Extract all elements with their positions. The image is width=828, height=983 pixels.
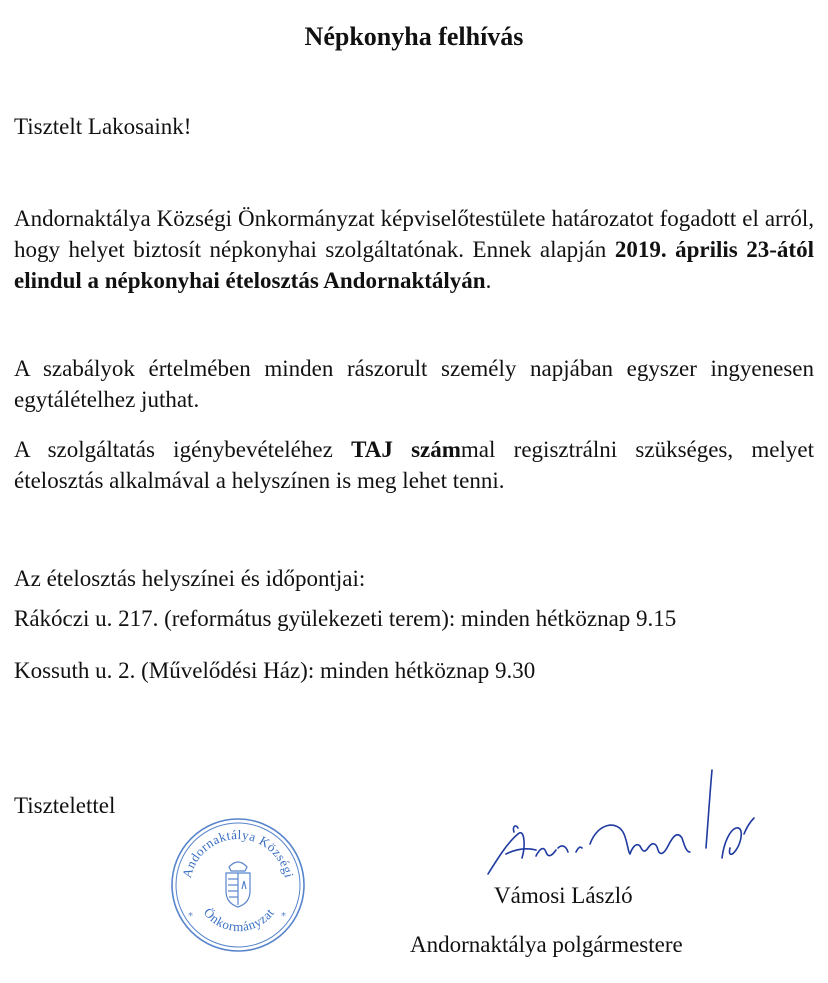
paragraph-registration-text: A szolgáltatás igénybevételéhez	[14, 437, 352, 462]
closing: Tisztelettel	[14, 793, 116, 818]
location-item: Rákóczi u. 217. (református gyülekezeti terem): minden hétköznap 9.15	[14, 606, 677, 631]
signature	[478, 762, 778, 882]
greeting: Tisztelt Lakosaink!	[14, 114, 192, 139]
coat-of-arms-icon	[226, 862, 250, 907]
paragraph-registration	[14, 434, 814, 496]
svg-text:*: *	[281, 911, 286, 922]
document-title: Népkonyha felhívás	[304, 22, 524, 51]
signer-title: Andornaktálya polgármestere	[410, 932, 683, 957]
signer-name: Vámosi László	[494, 883, 633, 908]
locations-heading: Az ételosztás helyszínei és időpontjai:	[14, 566, 366, 591]
paragraph-announcement-text: Andornaktálya Községi Önkormányzat képviselőtestülete határozatot fogadott el arról, hogy helyet biztosít népkonyhai szolgáltatónak. Ennek alapján	[14, 206, 814, 262]
official-stamp	[168, 815, 308, 955]
stamp-text-top-path: Andornaktálya Községi	[178, 826, 298, 880]
location-item: Kossuth u. 2. (Művelődési Ház): minden hétköznap 9.30	[14, 658, 536, 683]
paragraph-announcement	[14, 203, 814, 296]
stamp-text-bottom-path: Önkormányzat	[200, 904, 278, 935]
paragraph-announcement-bold: 2019. április 23-ától elindul a népkonyhai ételosztás Andornaktályán	[14, 237, 814, 293]
paragraph-registration-end: mal regisztrálni szükséges, melyet ételosztás alkalmával a helyszínen is meg lehet tenni.	[14, 437, 814, 493]
paragraph-registration-bold: TAJ szám	[351, 437, 461, 462]
paragraph-announcement-end: .	[485, 268, 492, 293]
svg-text:*: *	[188, 911, 193, 922]
stamp-text-bottom	[201, 905, 277, 934]
paragraph-rules: A szabályok értelmében minden rászorult személy napjában egyszer ingyenesen egytálételhez juthat.	[14, 356, 814, 412]
